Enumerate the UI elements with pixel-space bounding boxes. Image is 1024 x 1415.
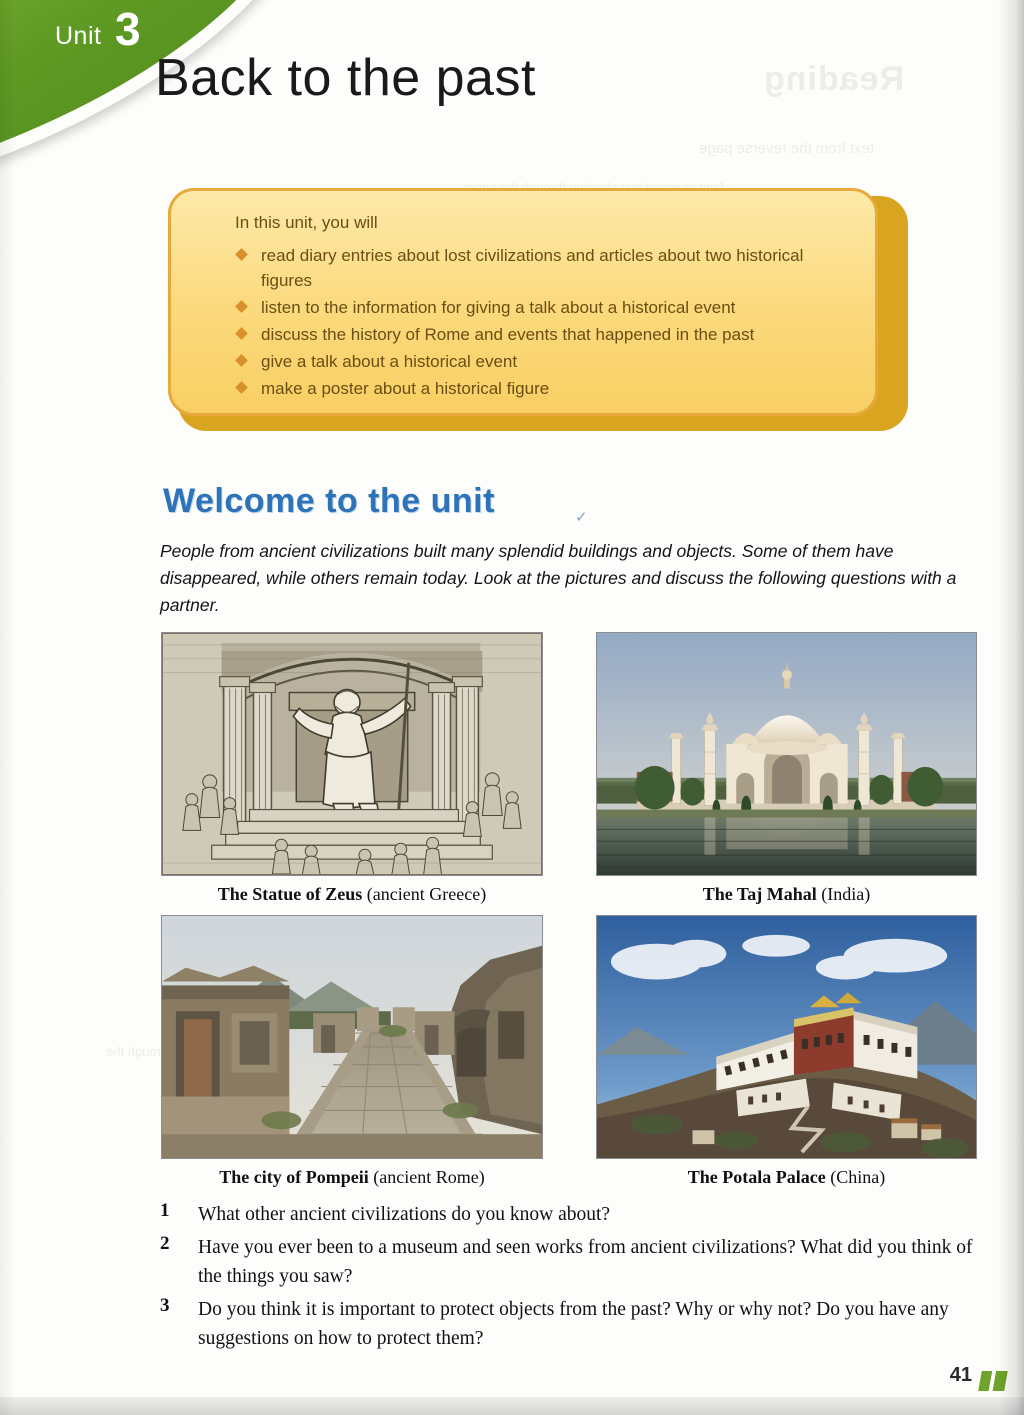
check-mark-icon: ✓	[575, 510, 588, 526]
page-bottom-shadow	[0, 1397, 1024, 1415]
taj-mahal-photo	[597, 633, 976, 875]
objectives-intro: In this unit, you will	[235, 213, 378, 232]
question-text: What other ancient civilizations do you know about?	[198, 1204, 611, 1225]
page-right-shadow	[998, 0, 1024, 1415]
diamond-bullet-icon	[235, 327, 248, 340]
question-number: 3	[160, 1295, 170, 1316]
welcome-intro-paragraph: People from ancient civilizations built many splendid buildings and objects. Some of them have disappeared, while others remain today. Look at the pictures and discuss the following questions with a partner.	[160, 541, 957, 615]
list-item	[199, 349, 847, 374]
caption-title: The Statue of Zeus	[217, 884, 363, 904]
question-number: 2	[160, 1233, 170, 1254]
objective-text: listen to the information for giving a talk about a historical event	[261, 298, 736, 317]
question-text: Have you ever been to a museum and seen works from ancient civilizations? What did you think of the things you saw?	[198, 1237, 973, 1287]
objective-text: make a poster about a historical figure	[261, 379, 550, 398]
page-title: Back to the past	[155, 49, 536, 107]
list-item	[160, 1200, 985, 1229]
unit-label: Unit	[55, 22, 102, 50]
caption-title: The city of Pompeii	[219, 1167, 369, 1187]
caption-place: (China)	[830, 1167, 886, 1187]
potala-palace-photo	[597, 916, 976, 1158]
diamond-bullet-icon	[235, 354, 248, 367]
objective-text: read diary entries about lost civilizations and articles about two historical figures	[261, 246, 804, 290]
caption-title: The Potala Palace	[687, 1167, 826, 1187]
caption-place: (ancient Greece)	[366, 884, 487, 904]
diamond-bullet-icon	[235, 381, 248, 394]
list-item	[199, 322, 847, 347]
list-item	[160, 1233, 985, 1291]
image-potala-palace	[596, 915, 977, 1159]
diamond-bullet-icon	[235, 300, 248, 313]
caption-potala-palace	[596, 1167, 977, 1188]
bleed-through-title: Reading	[762, 60, 904, 98]
page-left-shadow	[0, 0, 16, 1415]
caption-city-of-pompeii	[161, 1167, 543, 1188]
list-item	[199, 376, 847, 401]
objectives-box	[168, 188, 878, 416]
diamond-bullet-icon	[235, 248, 248, 261]
caption-taj-mahal	[596, 884, 977, 905]
section-heading-welcome: Welcome to the unit	[163, 482, 495, 520]
caption-title: The Taj Mahal	[702, 884, 817, 904]
question-number: 1	[160, 1200, 170, 1221]
zeus-engraving-illustration	[162, 633, 542, 875]
caption-place: (India)	[821, 884, 871, 904]
caption-statue-of-zeus	[161, 884, 543, 905]
image-city-of-pompeii	[161, 915, 543, 1159]
image-statue-of-zeus	[161, 632, 543, 876]
caption-place: (ancient Rome)	[373, 1167, 485, 1187]
image-taj-mahal	[596, 632, 977, 876]
bleed-through-line: text from the reverse page	[698, 140, 874, 157]
question-text: Do you think it is important to protect objects from the past? Why or why not? Do you have any suggestions on how to protect them?	[198, 1299, 949, 1349]
objective-text: discuss the history of Rome and events that happened in the past	[261, 325, 755, 344]
list-item	[160, 1295, 985, 1353]
unit-number: 3	[115, 3, 141, 55]
list-item	[199, 243, 847, 293]
pompeii-photo	[162, 916, 542, 1158]
discussion-questions	[160, 1200, 985, 1357]
bleed-through-block-lower: through the	[105, 1044, 172, 1059]
page-number: 41	[949, 1364, 972, 1386]
list-item	[199, 295, 847, 320]
objectives-list	[199, 243, 847, 401]
objective-text: give a talk about a historical event	[261, 352, 518, 371]
